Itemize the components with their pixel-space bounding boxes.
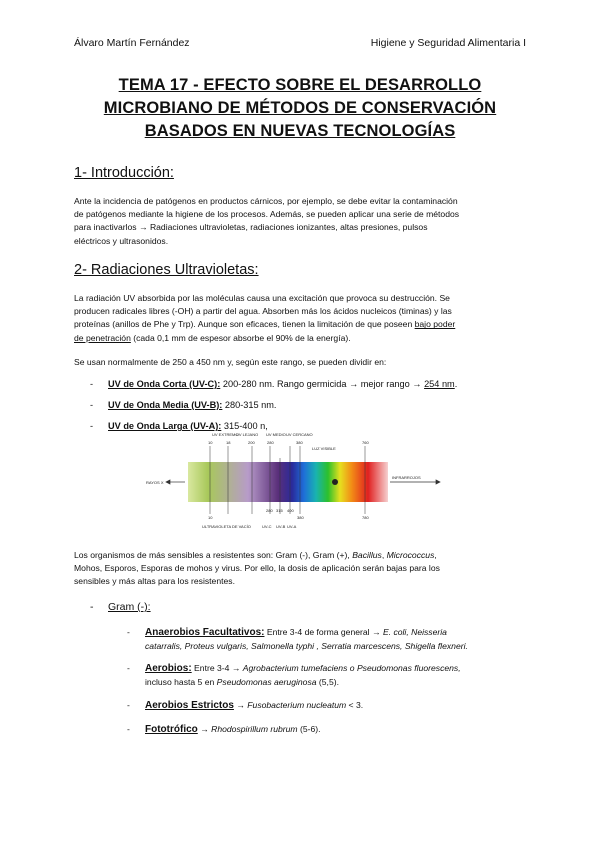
gram-item-fototrofico: - Fototrófico → Rhodospirillum rubrum (5-6). <box>127 724 321 735</box>
underlined-text: de penetración <box>74 332 131 343</box>
tick-label: 380 <box>296 440 303 445</box>
sensitivity-paragraph <box>74 549 528 589</box>
bullet-dash: - <box>90 400 94 410</box>
title-line-3: BASADOS EN NUEVAS TECNOLOGÍAS <box>144 122 456 140</box>
text-line: de penetración (cada 0,1 mm de espesor absorbe el 90% de la energía). <box>74 332 351 343</box>
text-line: sensibles y más altas para los resistentes. <box>74 576 235 587</box>
gram-negative-heading: - Gram (-): <box>90 601 151 613</box>
bullet-dash: - <box>127 700 130 710</box>
uv-paragraph <box>74 292 528 345</box>
uv-type-name: UV de Onda Larga (UV-A): <box>108 421 222 431</box>
label-uv-vacio: ULTRAVIOLETA DE VACÍO <box>202 524 251 529</box>
section-heading-radiaciones-uv: 2- Radiaciones Ultravioletas: <box>74 262 259 278</box>
label-uv-medio: UV MEDIO <box>266 432 286 437</box>
text-line: eléctricos y ultrasonidos. <box>74 235 169 246</box>
text-line: La radiación UV absorbida por las moléculas causa una excitación que provoca su destrucción. Se <box>74 293 450 303</box>
bullet-dash: - <box>90 379 94 389</box>
spectrum-bar <box>188 462 388 502</box>
header-course: Higiene y Seguridad Alimentaria I <box>370 37 526 49</box>
underlined-text: bajo poder <box>414 319 456 330</box>
label-uv-extremo: UV EXTREMO <box>212 432 239 437</box>
tick-label: 10 <box>208 440 213 445</box>
text-line: producen radicales libres (-OH) a partir del agua. Absorben más los ácidos nucleicos (timinas) y las <box>74 306 452 317</box>
tick-label: 380 <box>297 515 304 520</box>
bullet-dash: - <box>90 421 94 431</box>
bullet-dash: - <box>127 627 130 637</box>
gram-item-anaerobios: - Anaerobios Facultativos: Entre 3-4 de forma general → E. coli, Neisseria catarralis, Proteus vulgaris, Salmonella typhi , Serratia marcescens, Shigella flexneri. <box>127 627 468 651</box>
label-luz-visible: LUZ VISIBLE <box>312 446 336 451</box>
label-uv-b: UV-B <box>276 524 286 529</box>
tick-label: 18 <box>226 440 231 445</box>
text-line: Mohos, Esporos, Esporas de mohos y virus. Por ello, la dosis de aplicación serán bajas para los <box>74 563 440 574</box>
uv-spectrum-diagram <box>140 418 460 538</box>
label-uv-c: UV-C <box>262 524 272 529</box>
label-uv-lejano: UV LEJANO <box>236 432 259 437</box>
page-title <box>60 74 540 143</box>
text-line: Los organismos de más sensibles a resistentes son: Gram (-), Gram (+), Bacillus, Micrococcus, <box>74 550 437 560</box>
tick-label: 400 <box>287 508 294 513</box>
label-uv-cercano: UV CERCANO <box>286 432 313 437</box>
text-line: de patógenos mediante la higiene de los procesos. Además, se pueden aplicar una serie de métodos <box>74 209 460 220</box>
tick-label: 280 <box>267 440 274 445</box>
bullet-dash: - <box>90 601 94 613</box>
tick-label: 10 <box>208 515 213 520</box>
uv-type-item: - UV de Onda Corta (UV-C): 200-280 nm. Rango germicida → mejor rango → 254 nm. <box>90 379 458 389</box>
header-author: Álvaro Martín Fernández <box>74 37 190 49</box>
gram-item-aerobios: - Aerobios: Entre 3-4 → Agrobacterium tumefaciens o Pseudomonas fluorescens, incluso hasta 5 en Pseudomonas aeruginosa (5,5). <box>127 663 461 687</box>
spectrum-marker <box>332 479 338 485</box>
tick-label: 780 <box>362 515 369 520</box>
uv-type-name: UV de Onda Media (UV-B): <box>108 400 223 410</box>
tick-label: 280 <box>266 508 273 513</box>
text-line: proteínas (anillos de Phe y Trp). Aunque son eficaces, tienen la limitación de que poseen bajo poder <box>74 319 456 330</box>
label-uv-a: UV-A <box>287 524 297 529</box>
bullet-dash: - <box>127 663 130 673</box>
bullet-dash: - <box>127 724 130 734</box>
title-line-1: TEMA 17 - EFECTO SOBRE EL DESARROLLO <box>118 76 482 94</box>
title-line-2: MICROBIANO DE MÉTODOS DE CONSERVACIÓN <box>103 99 497 117</box>
label-rayos-x: RAYOS X <box>146 480 164 485</box>
text-line: Ante la incidencia de patógenos en productos cárnicos, por ejemplo, se debe evitar la contaminación <box>74 196 458 206</box>
section-heading-introduccion: 1- Introducción: <box>74 165 174 181</box>
tick-label: 760 <box>362 440 369 445</box>
text-line: para inactivarlos → Radiaciones ultravioletas, radiaciones ionizantes, altas presiones, pulsos <box>74 222 428 233</box>
tick-label: 200 <box>248 440 255 445</box>
uv-type-item: - UV de Onda Media (UV-B): 280-315 nm. <box>90 400 277 410</box>
label-infrarrojos: INFRARROJOS <box>392 475 421 480</box>
tick-label: 315 <box>276 508 283 513</box>
uv-type-name: UV de Onda Corta (UV-C): <box>108 379 221 389</box>
uv-type-item: - UV de Onda Larga (UV-A): 315-400 n, <box>90 421 268 431</box>
gram-item-aerobios-estrictos: - Aerobios Estrictos → Fusobacterium nucleatum < 3. <box>127 700 364 711</box>
intro-paragraph <box>74 195 528 248</box>
range-intro: Se usan normalmente de 250 a 450 nm y, según este rango, se pueden dividir en: <box>74 357 387 367</box>
